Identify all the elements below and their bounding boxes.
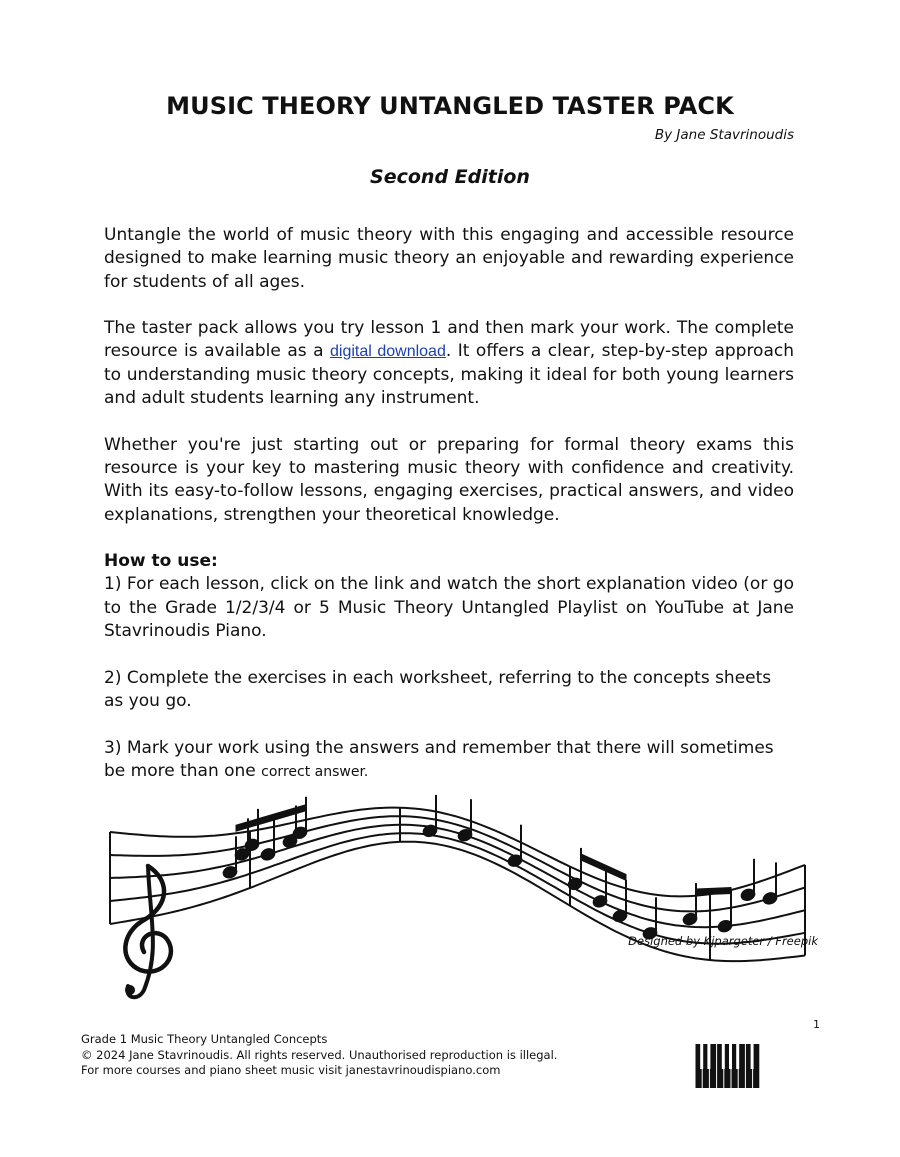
image-credit: Designed by Kjpargeter / Freepik bbox=[628, 934, 818, 948]
taster-text-end: . It offers a clear, step-by-step approach to understanding music theory concepts, making it ideal for both young learners and adult students learning any instrument. bbox=[104, 341, 795, 409]
note-beam bbox=[581, 854, 626, 880]
page-number: 1 bbox=[813, 1018, 820, 1031]
main-content bbox=[104, 224, 794, 807]
edition-subtitle: Second Edition bbox=[370, 166, 530, 188]
treble-clef-icon bbox=[125, 866, 171, 997]
step-3-small-text: correct answer. bbox=[261, 763, 369, 780]
footer-copyright: © 2024 Jane Stavrinoudis. All rights reserved. Unauthorised reproduction is illegal. bbox=[81, 1047, 558, 1062]
footer-course-title: Grade 1 Music Theory Untangled Concepts bbox=[81, 1032, 328, 1046]
piano-gap bbox=[722, 1043, 725, 1069]
footer bbox=[81, 1032, 557, 1079]
intro-paragraph: Untangle the world of music theory with this engaging and accessible resource designed to make learning music theory an enjoyable and rewarding experience for students of all ages. bbox=[104, 225, 794, 292]
step-2: 2) Complete the exercises in each worksheet, referring to the concepts sheets as you go. bbox=[104, 667, 772, 711]
piano-white-key bbox=[710, 1044, 716, 1088]
staff-line bbox=[110, 816, 805, 911]
footer-website: For more courses and piano sheet music visit janestavrinoudispiano.com bbox=[81, 1063, 501, 1077]
how-to-section bbox=[104, 550, 794, 643]
piano-gap bbox=[736, 1043, 739, 1069]
piano-white-key bbox=[739, 1044, 745, 1088]
page-title: MUSIC THEORY UNTANGLED TASTER PACK bbox=[166, 92, 734, 120]
piano-white-key bbox=[753, 1044, 759, 1088]
taster-text-start: The taster pack allows you try lesson 1 and then mark your work. The complete resource is available as a bbox=[104, 318, 794, 362]
whether-paragraph: Whether you're just starting out or preparing for formal theory exams this resource is your key to mastering music theory with confidence and creativity. With its easy-to-follow lessons, engaging exercises, practical answers, and video explanations, strengthen your theoretical knowledge. bbox=[104, 434, 794, 525]
author-byline: By Jane Stavrinoudis bbox=[654, 127, 794, 143]
how-to-heading: How to use: bbox=[104, 551, 218, 572]
piano-gap bbox=[707, 1043, 710, 1069]
piano-keys-icon bbox=[695, 1043, 760, 1089]
piano-gap bbox=[700, 1043, 703, 1069]
music-staff-illustration bbox=[100, 770, 820, 1005]
music-notes bbox=[222, 795, 779, 941]
step-1: 1) For each lesson, click on the link and watch the short explanation video (or go to the Grade 1/2/3/4 or 5 Music Theory Untangled Playlist on YouTube at Jane Stavrinoudis Piano. bbox=[104, 574, 794, 642]
digital-download-link[interactable]: digital download bbox=[330, 343, 446, 361]
step-3-text: 3) Mark your work using the answers and remember that there will sometimes be more than one bbox=[104, 737, 774, 781]
piano-gap bbox=[729, 1043, 732, 1069]
piano-gap bbox=[751, 1043, 754, 1069]
note-beam bbox=[696, 888, 731, 896]
taster-paragraph bbox=[104, 317, 794, 410]
